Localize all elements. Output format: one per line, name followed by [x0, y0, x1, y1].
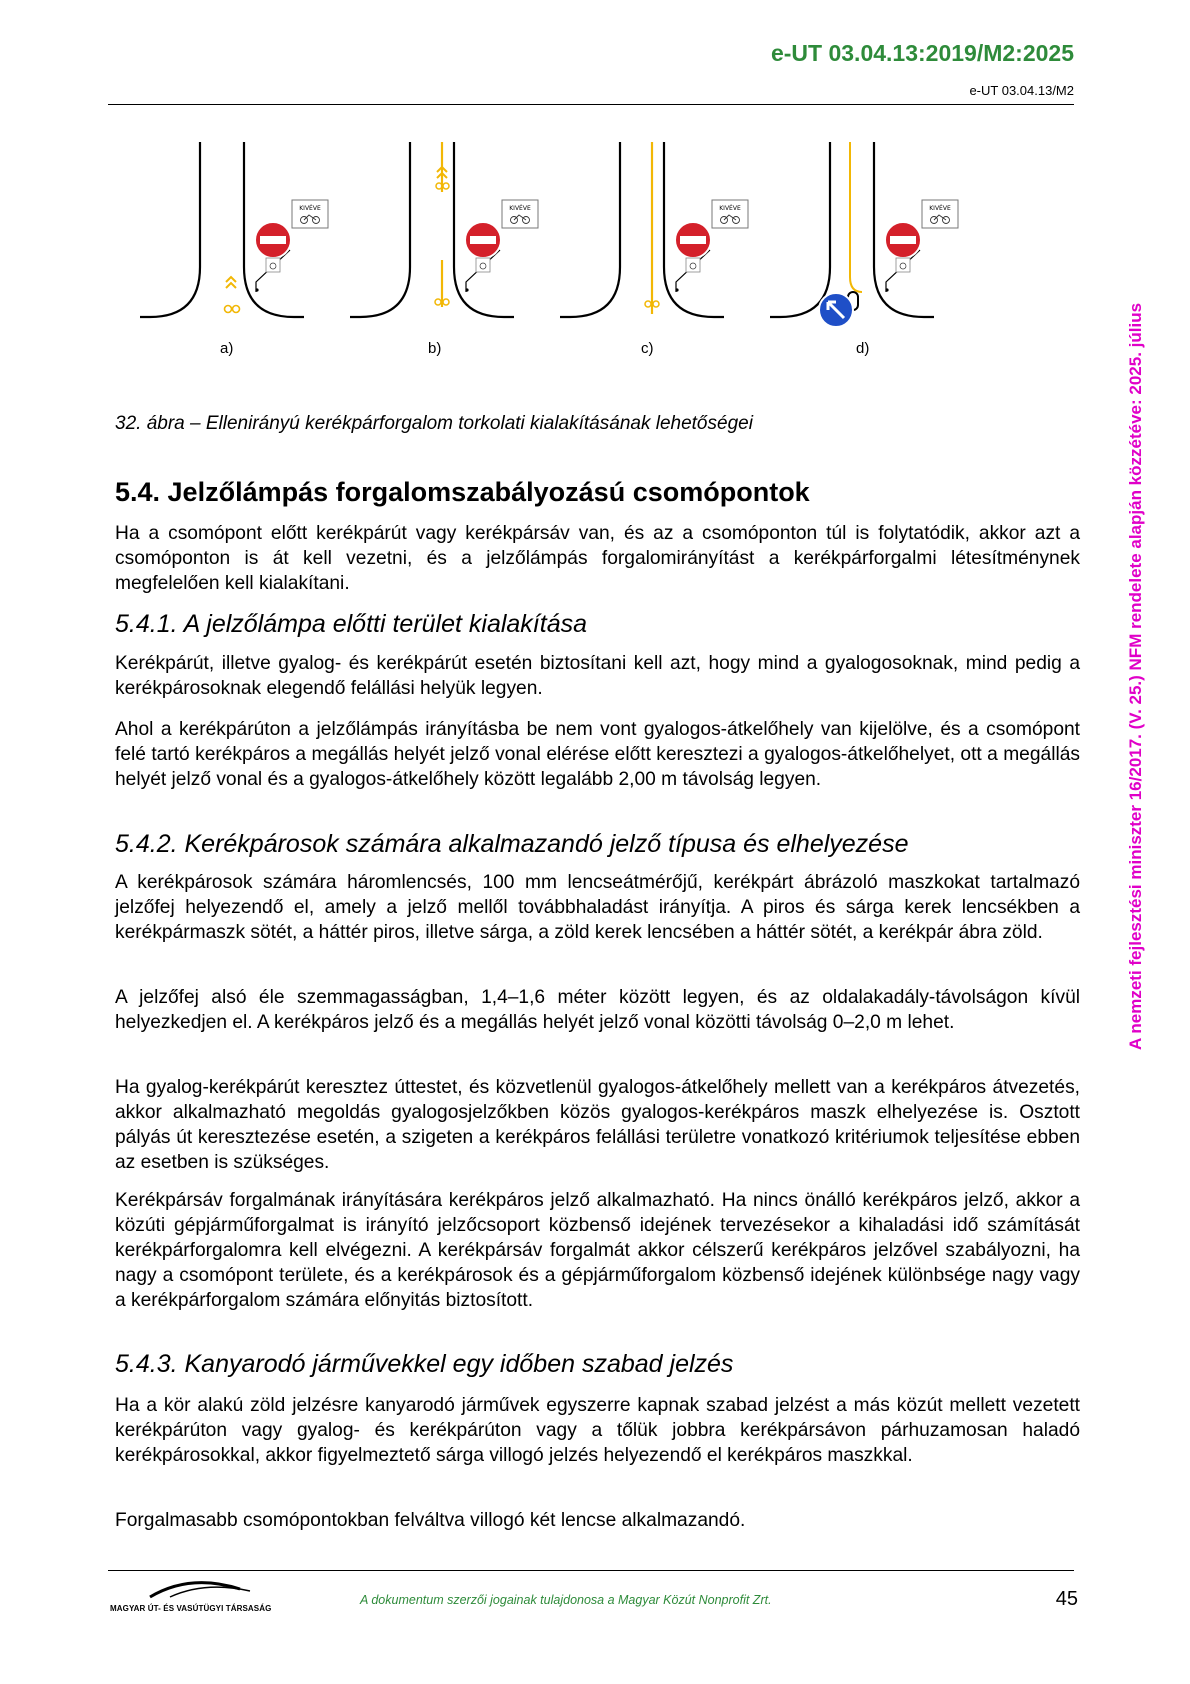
subsection-heading-3: 5.4.3. Kanyarodó járművekkel egy időben szabad jelzés	[115, 1350, 734, 1378]
panel-label-d: d)	[856, 340, 870, 357]
panel-label-b: b)	[428, 340, 442, 357]
paragraph-3-1: Ha a kör alakú zöld jelzésre kanyarodó járművek egyszerre kapnak szabad jelzést a más közút mellett vezetett kerékpárúton vagy gyalog- és kerékpárúton vagy a tőlük jobbra kerékpársávon párhuzamosan haladó kerékpárosokkal, akkor figyelmeztető sárga villogó jelzés helyezendő el kerékpáros maszkkal.	[115, 1395, 1080, 1466]
section-intro: Ha a csomópont előtt kerékpárút vagy kerékpársáv van, és az a csomóponton túl is folytatódik, akkor azt a csomóponton is át kell vezetni, és a jelzőlámpás forgalomirányítást a kerékpárforgalmi létesítménynek megfelelően kell kialakítani.	[115, 523, 1080, 594]
panel-b	[350, 142, 538, 317]
logo-text: MAGYAR ÚT- ÉS VASÚTÜGYI TÁRSASÁG	[110, 1604, 272, 1613]
panel-label-a: a)	[220, 340, 234, 357]
panel-c	[560, 142, 748, 317]
paragraph-2-1: A kerékpárosok számára háromlencsés, 100 mm lencseátmérőjű, kerékpárt ábrázoló maszkokat tartalmazó jelzőfej helyezendő el, amely a jelző mellől továbbhaladást irányítja. A piros és sárga kerek lencsékben a kerékpármaszk sötét, a háttér piros, illetve sárga, a zöld kerek lencsében a háttér sötét, a kerékpár ábra zöld.	[115, 872, 1080, 943]
society-logo	[110, 1577, 280, 1617]
paragraph-1-1: Kerékpárút, illetve gyalog- és kerékpárút esetén biztosítani kell azt, hogy mind a gyalogosoknak, mind pedig a kerékpárosoknak elegendő felállási helyük legyen.	[115, 653, 1080, 699]
side-publication-note-text: A nemzeti fejlesztési miniszter 16/2017. (V. 25.) NFM rendelete alapján közzétéve: 2025. július	[1126, 302, 1145, 1050]
copyright-note: A dokumentum szerzői jogainak tulajdonosa a Magyar Közút Nonprofit Zrt.	[360, 1593, 772, 1607]
footer-rule	[108, 1570, 1074, 1571]
logo-swoosh-icon	[110, 1577, 280, 1599]
subsection-heading-1: 5.4.1. A jelzőlámpa előtti terület kialakítása	[115, 610, 588, 638]
page-number: 45	[1055, 1588, 1078, 1610]
panel-a	[140, 142, 328, 317]
paragraph-2-4: Kerékpársáv forgalmának irányítására kerékpáros jelző alkalmazható. Ha nincs önálló kerékpáros jelző, akkor a közúti gépjárműforgalmat is irányító jelzőcsoport közbenső idejének tervezésekor a kihaladási idő számítását kerékpárforgalomra kell elvégezni. A kerékpársáv forgalmát akkor célszerű kerékpáros jelzővel szabályozni, ha nagy a csomópont területe, és a kerékpárosok és a gépjárműforgalom közbenső idejének különbsége nagy vagy a kerékpárforgalom számára előnyitás biztosított.	[115, 1190, 1080, 1311]
paragraph-1-2: Ahol a kerékpárúton a jelzőlámpás irányításba be nem vont gyalogos-átkelőhely van kijelölve, és a csomópont felé tartó kerékpáros a megállás helyét jelző vonal elérése előtt keresztezi a gyalogos-átkelőhelyet, ott a megállás helyét jelző vonal és a gyalogos-átkelőhely között legalább 2,00 m távolság legyen.	[115, 719, 1080, 790]
document-code: e-UT 03.04.13:2019/M2:2025	[770, 40, 1074, 66]
intersection-figure	[140, 142, 1040, 392]
figure-caption: 32. ábra – Ellenirányú kerékpárforgalom torkolati kialakításának lehetőségei	[115, 413, 753, 434]
panel-label-c: c)	[641, 340, 654, 357]
paragraph-3-2: Forgalmasabb csomópontokban felváltva villogó két lencse alkalmazandó.	[115, 1510, 746, 1531]
section-heading: 5.4. Jelzőlámpás forgalomszabályozású csomópontok	[115, 477, 810, 507]
paragraph-2-3: Ha gyalog-kerékpárút keresztez úttestet, és közvetlenül gyalogos-átkelőhely mellett van a kerékpáros átvezetés, akkor alkalmazható megoldás gyalogosjelzőkben közös gyalogos-kerékpáros maszk elhelyezése is. Osztott pályás út keresztezése esetén, a szigeten a kerékpáros felállási területre vonatkozó kritériumok teljesítése ebben az esetben is szükséges.	[115, 1077, 1080, 1173]
paragraph-2-2: A jelzőfej alsó éle szemmagasságban, 1,4–1,6 méter között legyen, és az oldalakadály-távolságon kívül helyezkedjen el. A kerékpáros jelző és a megállás helyét jelző vonal közötti távolság 0–2,0 m lehet.	[115, 987, 1080, 1033]
subsection-heading-2: 5.4.2. Kerékpárosok számára alkalmazandó jelző típusa és elhelyezése	[115, 830, 909, 858]
header-rule	[108, 104, 1074, 105]
document-subcode: e-UT 03.04.13/M2	[969, 83, 1074, 98]
panel-d	[770, 142, 958, 327]
